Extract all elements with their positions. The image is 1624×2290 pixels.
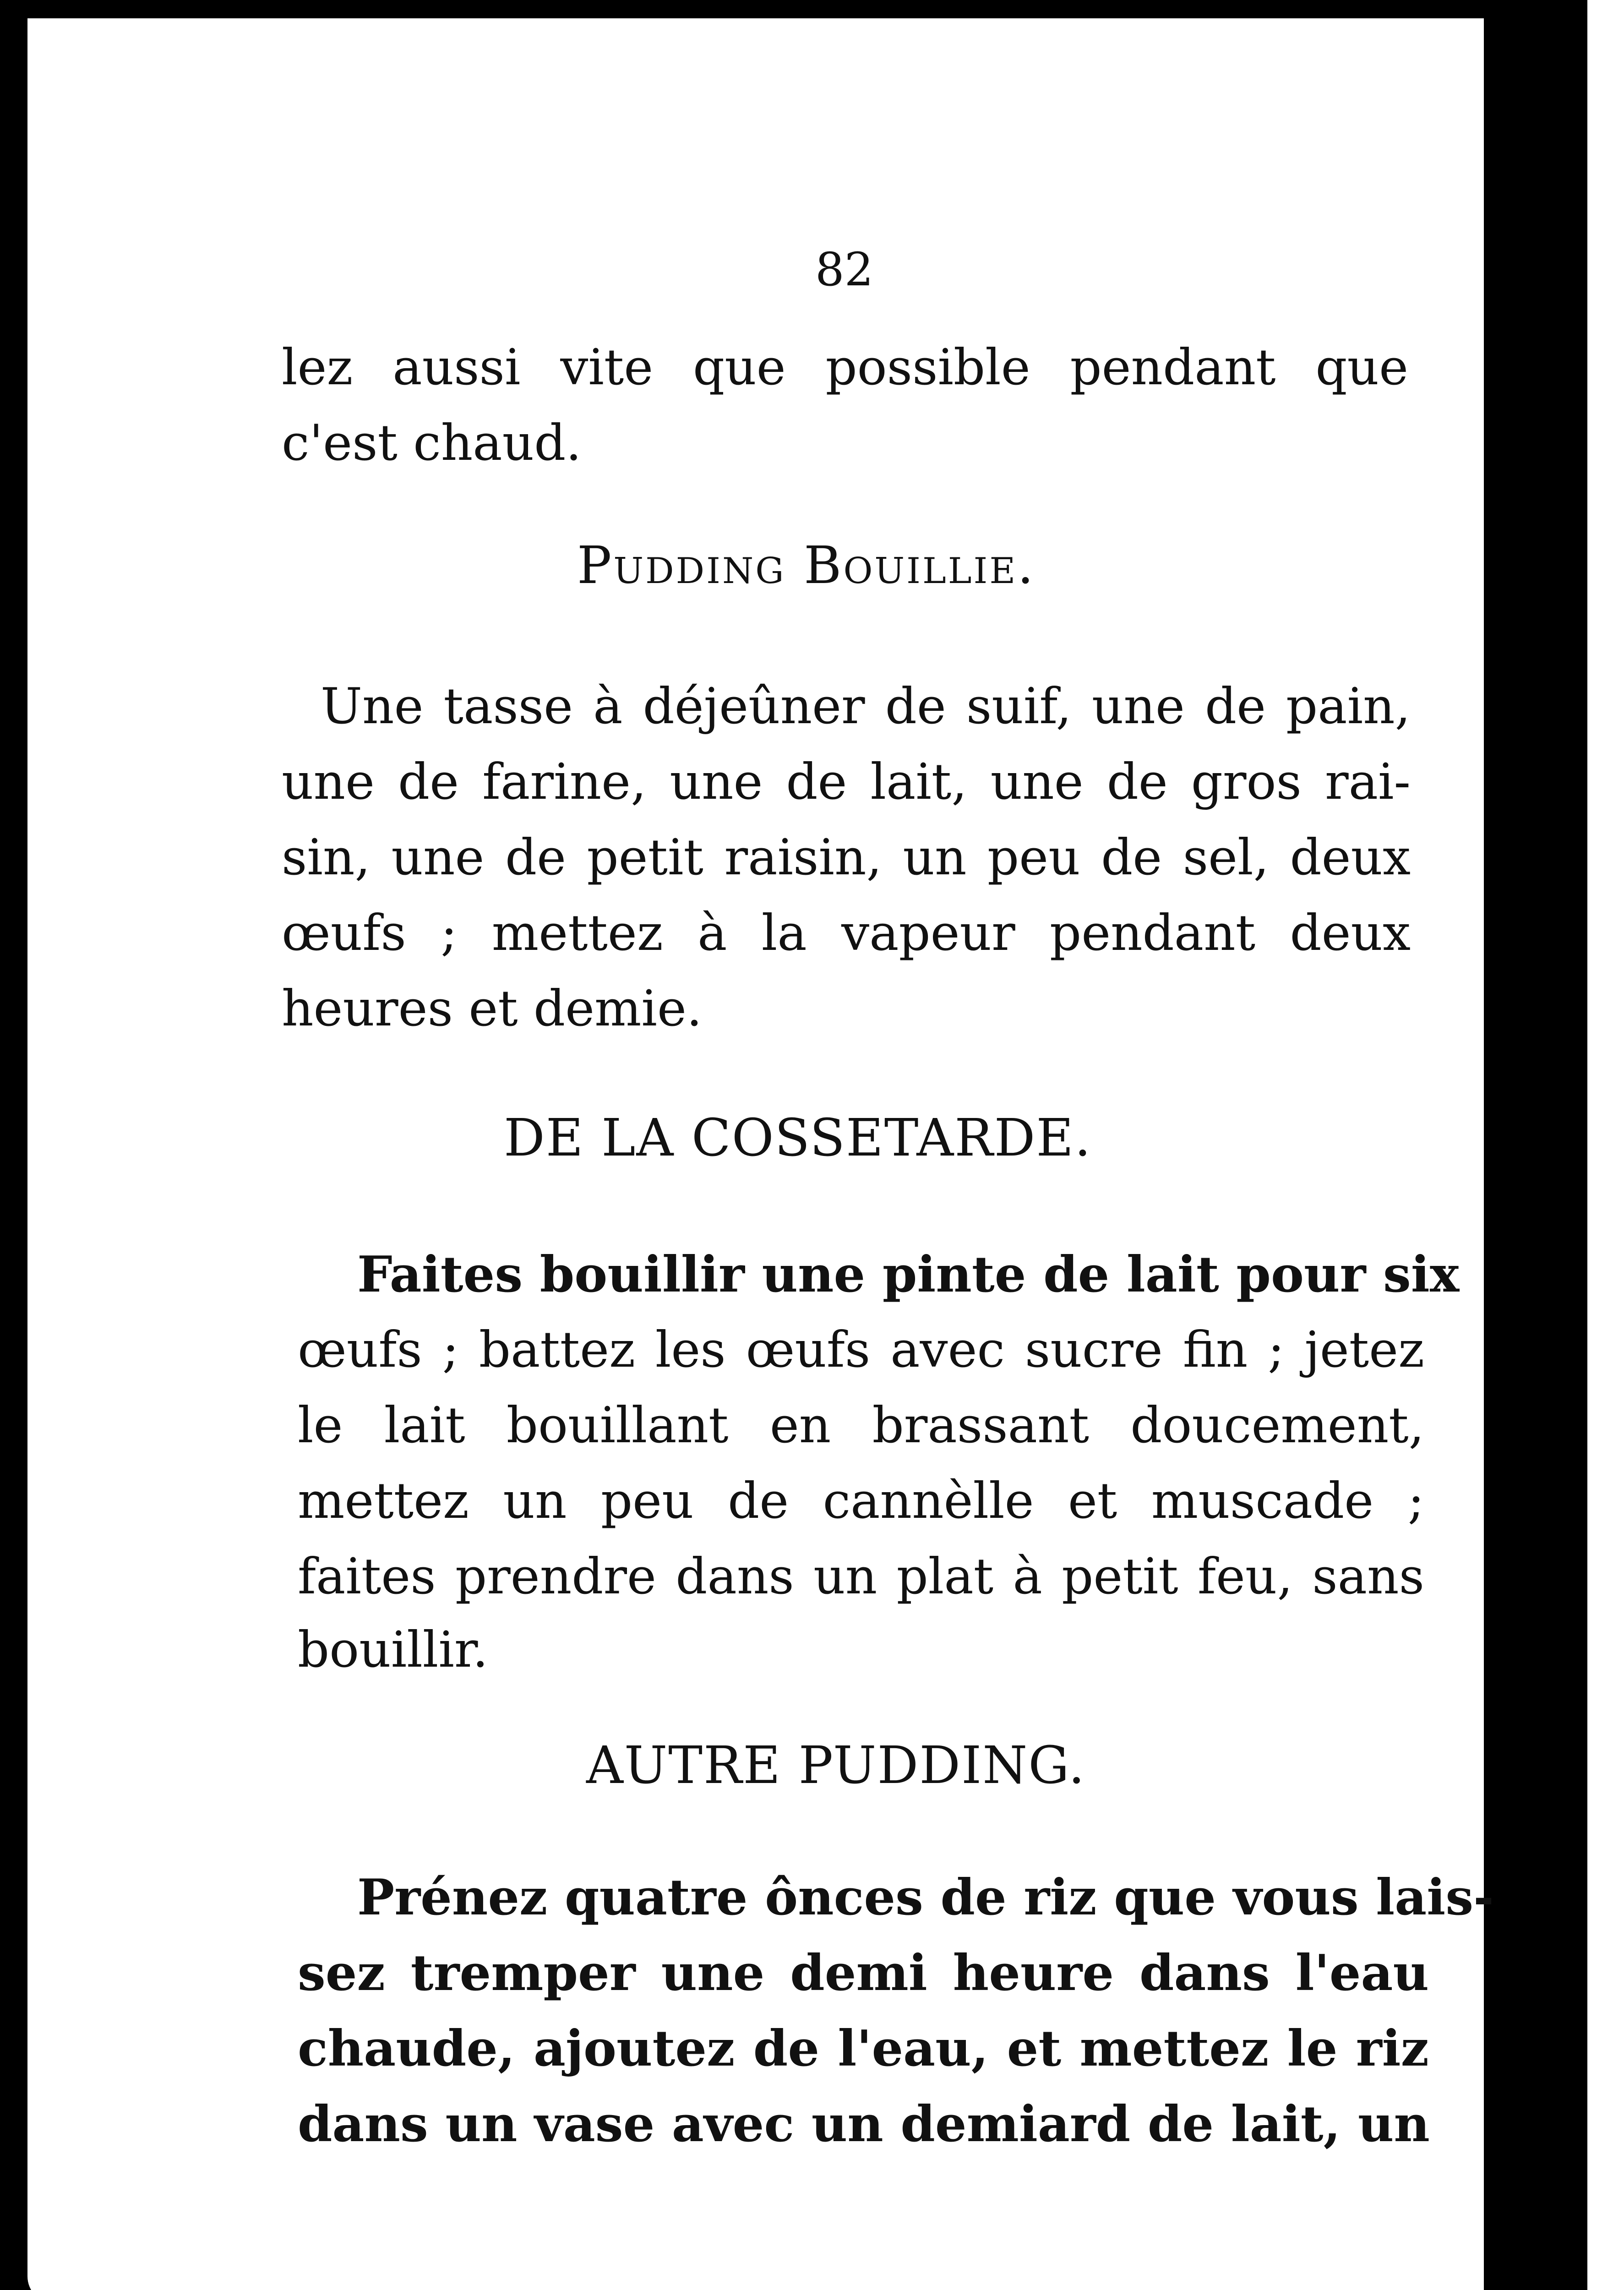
text-line: dans un vase avec un demiard de lait, un xyxy=(298,2095,1430,2153)
text-line: sin, une de petit raisin, un peu de sel, deux xyxy=(282,829,1411,886)
text-line: une de farine, une de lait, une de gros rai- xyxy=(282,753,1411,811)
text-line: Faites bouillir une pinte de lait pour six xyxy=(357,1246,1460,1303)
section-heading: Pudding Bouillie. xyxy=(577,536,1035,595)
adjacent-page-edge xyxy=(1587,0,1624,2290)
text-line: sez tremper une demi heure dans l'eau xyxy=(298,1944,1429,2002)
text-line: chaude, ajoutez de l'eau, et mettez le riz xyxy=(298,2020,1429,2077)
section-heading: AUTRE PUDDING. xyxy=(586,1736,1086,1795)
text-line: c'est chaud. xyxy=(282,414,582,472)
text-line: œufs ; battez les œufs avec sucre fin ; jetez xyxy=(298,1321,1424,1379)
text-line: lez aussi vite que possible pendant que xyxy=(282,339,1408,396)
section-heading: DE LA COSSETARDE. xyxy=(504,1108,1092,1168)
page-number: 82 xyxy=(815,243,874,296)
text-line: le lait bouillant en brassant doucement, xyxy=(298,1397,1424,1454)
text-line: œufs ; mettez à la vapeur pendant deux xyxy=(282,905,1411,962)
book-page xyxy=(27,18,1494,2290)
text-line: Une tasse à déjeûner de suif, une de pain, xyxy=(321,678,1411,735)
text-line: Prénez quatre ônces de riz que vous lais- xyxy=(357,1869,1494,1926)
text-line: faites prendre dans un plat à petit feu, sans xyxy=(298,1548,1424,1605)
text-line: mettez un peu de cannèlle et muscade ; xyxy=(298,1472,1424,1530)
text-line: heures et demie. xyxy=(282,980,703,1037)
text-line: bouillir. xyxy=(298,1621,488,1679)
